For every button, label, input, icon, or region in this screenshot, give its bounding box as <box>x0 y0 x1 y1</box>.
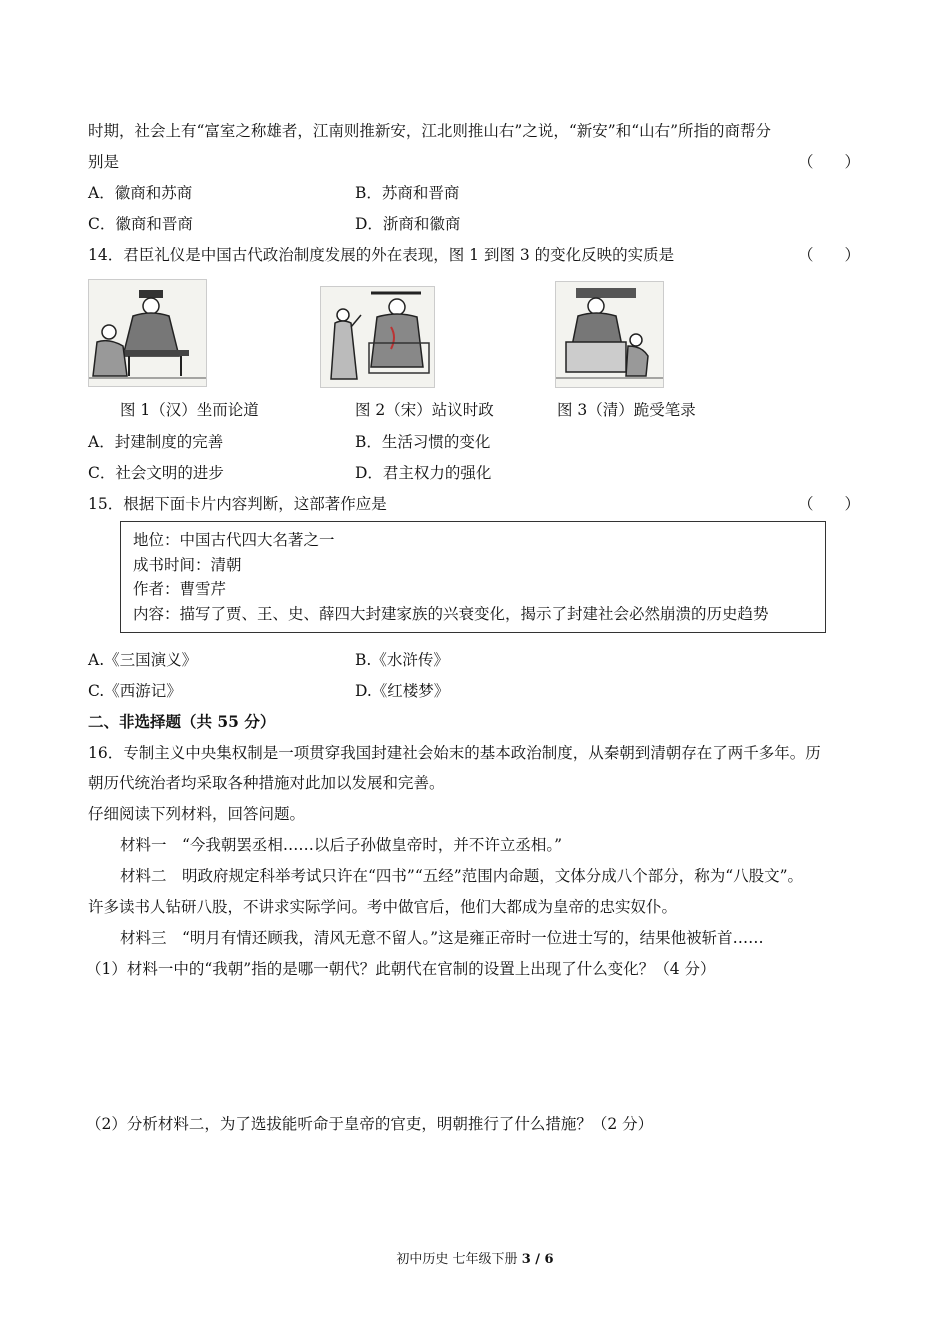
q13-stem-line2: 别是 <box>88 153 120 171</box>
q14-option-d: D．君主权力的强化 <box>355 464 492 482</box>
q15-option-b: B.《水浒传》 <box>355 651 449 669</box>
q13-option-b: B．苏商和晋商 <box>355 184 460 202</box>
footer-page-number: 3 / 6 <box>521 1252 554 1267</box>
q13-answer-paren: （ ） <box>798 153 861 171</box>
q14-option-b: B．生活习惯的变化 <box>355 433 491 451</box>
figure-3-qing-image <box>555 281 664 388</box>
figure-1-han-image <box>88 279 207 387</box>
figure-3-caption: 图 3（清）跪受笔录 <box>557 401 696 419</box>
q14-option-c: C．社会文明的进步 <box>88 464 224 482</box>
figure-2-song-image <box>320 286 435 388</box>
q14-stem: 14．君臣礼仪是中国古代政治制度发展的外在表现，图 1 到图 3 的变化反映的实质是 <box>88 246 675 264</box>
q13-option-a: A．徽商和苏商 <box>88 184 193 202</box>
q15-answer-paren: （ ） <box>798 495 861 513</box>
q16-reading-instruction: 仔细阅读下列材料，回答问题。 <box>88 805 306 823</box>
q13-option-c: C．徽商和晋商 <box>88 215 193 233</box>
q15-option-c: C.《西游记》 <box>88 682 182 700</box>
footer-course-label: 初中历史 七年级下册 <box>396 1252 522 1267</box>
q16-subquestion-1: （1）材料一中的“我朝”指的是哪一朝代？此朝代在官制的设置上出现了什么变化？（4 分） <box>86 960 716 978</box>
q16-material-3: 材料三 “明月有情还顾我，清风无意不留人。”这是雍正帝时一位进士写的，结果他被斩首…… <box>120 929 764 947</box>
card-line-content: 内容：描写了贾、王、史、薛四大封建家族的兴衰变化，揭示了封建社会必然崩溃的历史趋势 <box>133 604 769 623</box>
figure-2-caption: 图 2（宋）站议时政 <box>355 401 494 419</box>
card-line-time: 成书时间：清朝 <box>133 555 242 574</box>
q15-option-d: D.《红楼梦》 <box>355 682 450 700</box>
page-footer <box>0 1248 950 1267</box>
q14-answer-paren: （ ） <box>798 246 861 264</box>
card-line-author: 作者：曹雪芹 <box>133 580 227 598</box>
card-line-status: 地位：中国古代四大名著之一 <box>133 531 335 549</box>
q16-material-2-line1: 材料二 明政府规定科举考试只许在“四书”“五经”范围内命题，文体分成八个部分，称为“八股文”。 <box>120 867 804 885</box>
q16-intro-line2: 朝历代统治者均采取各种措施对此加以发展和完善。 <box>88 774 445 792</box>
section-2-title: 二、非选择题（共 55 分） <box>88 712 276 731</box>
q16-subquestion-2: （2）分析材料二，为了选拔能听命于皇帝的官吏，明朝推行了什么措施？（2 分） <box>86 1115 654 1133</box>
q16-material-1: 材料一 “今我朝罢丞相……以后子孙做皇帝时，并不许立丞相。” <box>120 836 563 854</box>
q15-option-a: A.《三国演义》 <box>88 651 198 669</box>
q15-stem: 15．根据下面卡片内容判断，这部著作应是 <box>88 495 387 513</box>
q16-material-2-line2: 许多读书人钻研八股，不讲求实际学问。考中做官后，他们大都成为皇帝的忠实奴仆。 <box>88 898 678 916</box>
q14-option-a: A．封建制度的完善 <box>88 433 224 451</box>
q16-intro-line1: 16．专制主义中央集权制是一项贯穿我国封建社会始末的基本政治制度，从秦朝到清朝存在了两千多年。历 <box>88 744 821 762</box>
q13-stem-line1: 时期，社会上有“富室之称雄者，江南则推新安，江北则推山右”之说，“新安”和“山右”所指的商帮分 <box>88 122 772 140</box>
figure-1-caption: 图 1（汉）坐而论道 <box>120 401 259 419</box>
q13-option-d: D．浙商和徽商 <box>355 215 461 233</box>
q15-info-card <box>120 521 826 633</box>
